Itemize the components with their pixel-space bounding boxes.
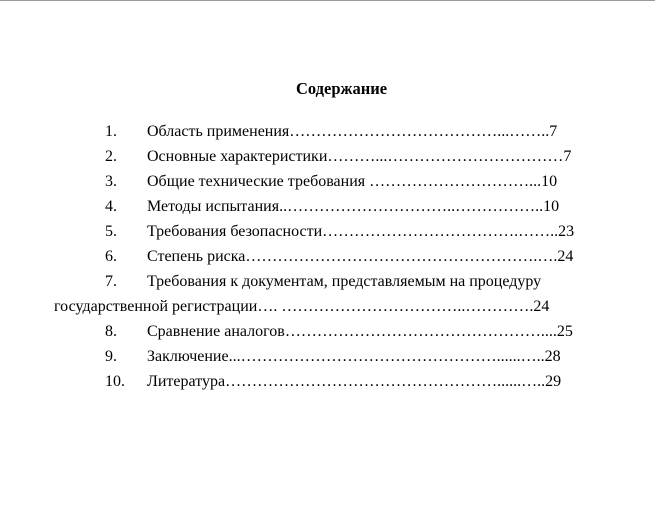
toc-entry-text: Степень риска……………………………………………….….24 (147, 248, 574, 265)
toc-entry-number: 6. (105, 248, 117, 265)
toc-entry-number: 4. (105, 198, 117, 215)
toc-entry-number: 2. (105, 148, 117, 165)
toc-entry-text: Методы испытания..…………………………..……………..10 (147, 198, 560, 215)
toc-entry-number: 3. (105, 173, 117, 190)
toc-entry-text: Литература……………………………………………......…..29 (147, 373, 562, 390)
toc-entry-number: 8. (105, 323, 117, 340)
toc-entry-number: 5. (105, 223, 117, 240)
toc-title: Содержание (295, 79, 388, 98)
toc-entry-text: Требования к документам, представляемым на процедуру (147, 273, 542, 290)
toc-entry-text: Основные характеристики………...……………………………7 (147, 148, 572, 165)
page-top-border (0, 0, 655, 1)
toc-entry-number: 10. (105, 373, 125, 390)
toc-entry-number: 7. (105, 273, 117, 290)
toc-entry-text: Область применения…………………………………...……..7 (147, 123, 558, 140)
toc-entry-text: Заключение...…………………………………………......…..28 (147, 348, 561, 365)
toc-entry-text: Сравнение аналогов…………………………………………....25 (147, 323, 573, 340)
toc-entry-text: Общие технические требования …………………………...10 (147, 173, 558, 190)
toc-entry-text: Требования безопасности……………………………….……..23 (147, 223, 575, 240)
toc-entry-number: 9. (105, 348, 117, 365)
toc-entry-continuation-text: государственной регистрации…. ……………………………..………….24 (54, 298, 550, 315)
toc-entry-number: 1. (105, 123, 117, 140)
